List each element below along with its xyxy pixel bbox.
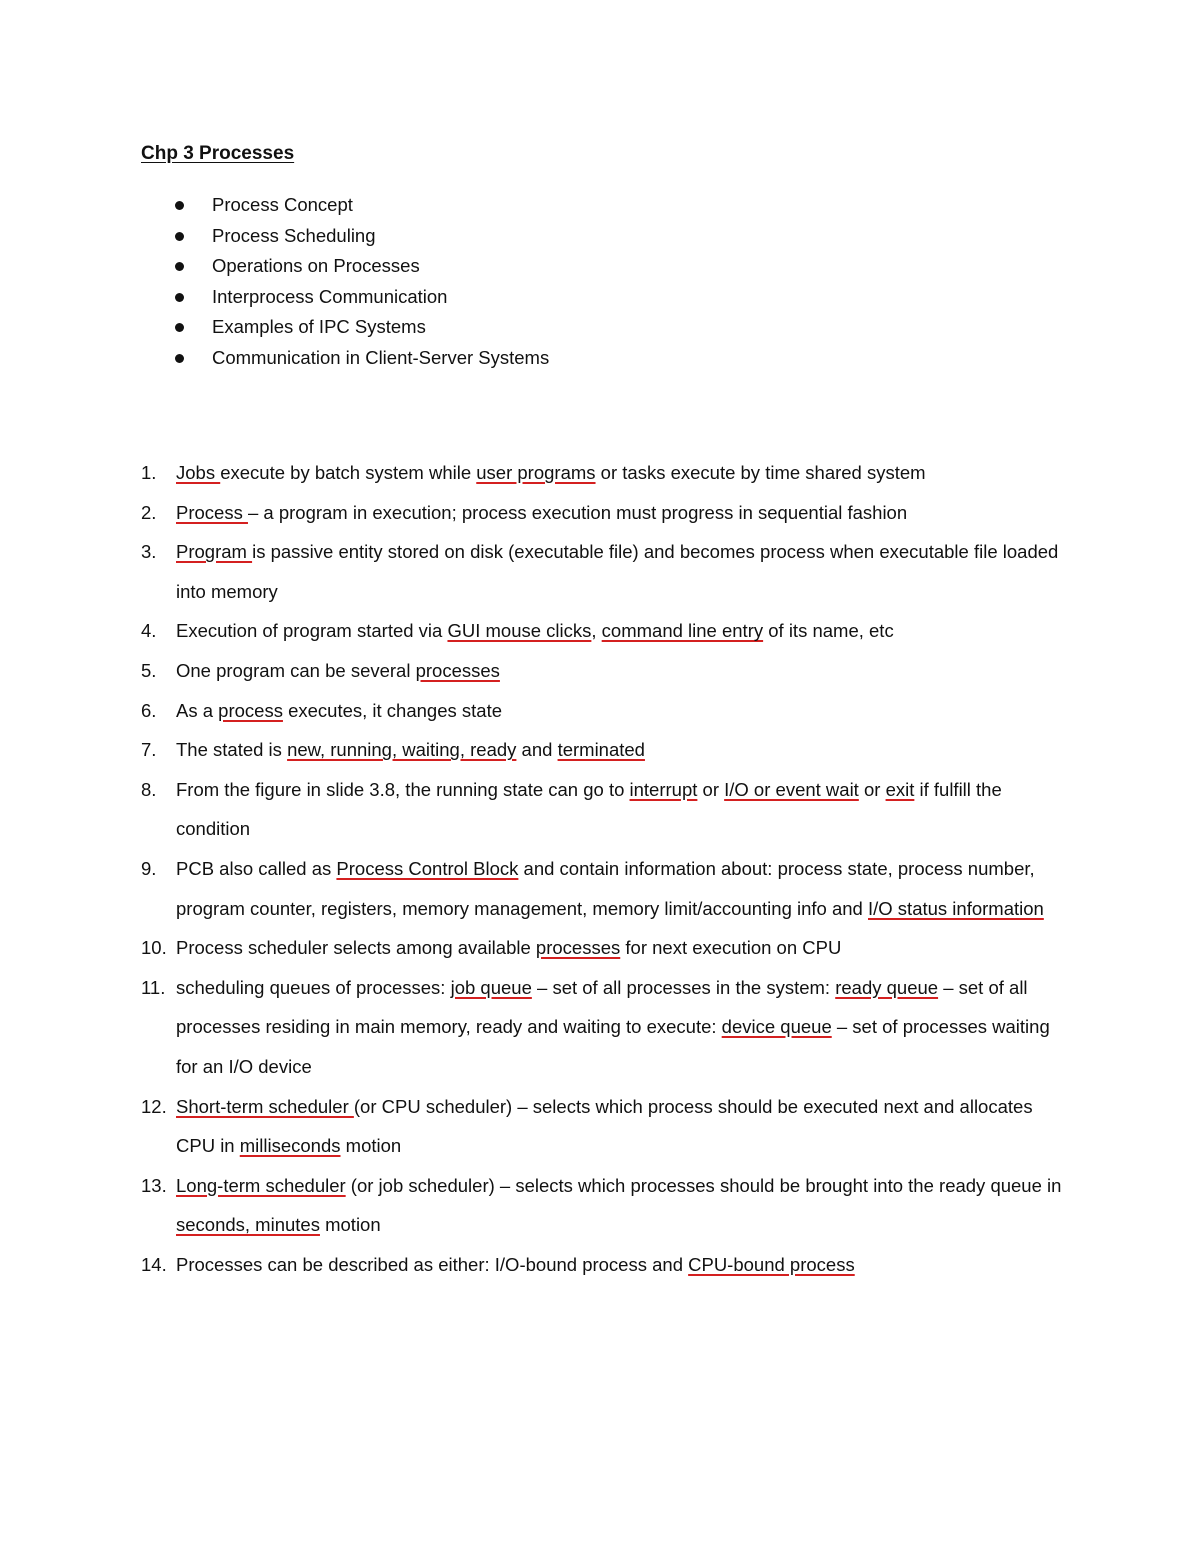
underlined-term: Long-term scheduler xyxy=(176,1174,346,1196)
underlined-term: device queue xyxy=(721,1016,832,1038)
underlined-term: Short-term scheduler xyxy=(176,1095,354,1117)
item-number: 12. xyxy=(141,1095,167,1117)
item-text: – set of all processes residing in main memory, ready and waiting to execute: xyxy=(176,976,1028,1038)
underlined-term: GUI mouse clicks xyxy=(447,620,592,642)
underlined-term: processes xyxy=(535,937,621,959)
numbered-item xyxy=(0,691,1076,731)
underlined-term: Process Control Block xyxy=(336,857,519,879)
item-text: (or CPU scheduler) – selects which process should be executed next and allocates CPU in xyxy=(176,1095,1033,1157)
bullet-dot-icon xyxy=(175,232,184,241)
bullet-item xyxy=(0,346,549,377)
bullet-text: Communication in Client-Server Systems xyxy=(212,346,550,368)
numbered-item xyxy=(0,611,1076,651)
item-number: 8. xyxy=(141,778,157,800)
item-number: 1. xyxy=(141,462,157,483)
bullet-item xyxy=(0,193,549,224)
numbered-item xyxy=(0,849,1076,928)
item-text: – set of processes waiting for an I/O device xyxy=(176,1016,1050,1077)
underlined-term: Program xyxy=(176,541,253,563)
item-number: 10. xyxy=(141,937,167,959)
bullet-item xyxy=(0,224,549,255)
item-number: 5. xyxy=(141,659,157,681)
item-text: or xyxy=(858,778,886,800)
numbered-item xyxy=(0,453,1076,493)
numbered-item xyxy=(0,730,1076,770)
bullet-item xyxy=(0,254,549,285)
underlined-term: interrupt xyxy=(629,778,698,800)
item-text: and xyxy=(516,739,558,761)
underlined-term: ready queue xyxy=(835,976,939,998)
item-text: execute by batch system while xyxy=(220,462,477,483)
numbered-item xyxy=(0,651,1076,691)
item-text: From the figure in slide 3.8, the running state can go to xyxy=(176,778,630,800)
document-title: Chp 3 Processes xyxy=(141,143,295,164)
underlined-term: seconds, minutes xyxy=(176,1214,320,1236)
bullet-text: Interprocess Communication xyxy=(212,285,448,307)
underlined-term: Jobs xyxy=(176,462,221,483)
item-text: The stated is xyxy=(176,739,288,761)
item-text: for next execution on CPU xyxy=(620,937,842,959)
topic-bullet-list xyxy=(0,193,549,376)
item-text: motion xyxy=(319,1214,381,1236)
underlined-term: I/O status information xyxy=(868,897,1044,919)
bullet-dot-icon xyxy=(175,262,184,271)
bullet-text: Operations on Processes xyxy=(212,255,420,276)
underlined-term: Process xyxy=(176,501,248,523)
item-text: if fulfill the condition xyxy=(176,778,1002,840)
underlined-term: exit xyxy=(885,778,915,800)
item-text: scheduling queues of processes: xyxy=(176,976,451,998)
numbered-item xyxy=(0,770,1076,849)
underlined-term: I/O or event wait xyxy=(724,778,859,800)
numbered-item xyxy=(0,1087,1076,1166)
item-text: Execution of program started via xyxy=(176,620,448,642)
item-number: 4. xyxy=(141,620,157,642)
underlined-term: milliseconds xyxy=(239,1135,341,1157)
item-text: PCB also called as xyxy=(176,857,337,879)
item-text: As a xyxy=(176,699,219,721)
bullet-dot-icon xyxy=(175,201,184,210)
bullet-text: Process Scheduling xyxy=(212,224,376,246)
item-number: 7. xyxy=(141,739,157,761)
item-text: of its name, etc xyxy=(763,620,894,642)
item-text: – set of all processes in the system: xyxy=(531,976,836,998)
item-text: or tasks execute by time shared system xyxy=(595,462,926,483)
item-text: is passive entity stored on disk (executable file) and becomes process when executable file loaded into memory xyxy=(176,541,1059,602)
numbered-item xyxy=(0,1245,1076,1285)
item-number: 2. xyxy=(141,501,157,523)
item-text: Process scheduler selects among available xyxy=(176,937,536,959)
item-number: 3. xyxy=(141,541,157,563)
underlined-term: user programs xyxy=(476,462,596,483)
underlined-term: new, running, waiting, ready xyxy=(287,739,517,761)
bullet-dot-icon xyxy=(175,323,184,332)
item-text: and contain information about: process state, process number, program counter, registers, memory management, memory limit/accounting info and xyxy=(176,857,1035,919)
notes-numbered-list xyxy=(0,453,1076,1284)
underlined-term: terminated xyxy=(557,739,645,761)
item-text: One program can be several xyxy=(176,659,416,681)
item-number: 9. xyxy=(141,857,157,879)
numbered-item xyxy=(0,493,1076,533)
item-number: 14. xyxy=(141,1253,167,1275)
item-text: (or job scheduler) – selects which processes should be brought into the ready queue in xyxy=(345,1174,1062,1196)
bullet-dot-icon xyxy=(175,293,184,302)
item-text: – a program in execution; process execution must progress in sequential fashion xyxy=(247,501,908,523)
item-text: executes, it changes state xyxy=(282,699,502,721)
bullet-text: Examples of IPC Systems xyxy=(212,316,426,337)
underlined-term: process xyxy=(218,699,283,721)
bullet-dot-icon xyxy=(175,354,184,363)
underlined-term: CPU-bound process xyxy=(688,1253,855,1275)
numbered-item xyxy=(0,1166,1076,1245)
underlined-term: command line entry xyxy=(601,620,764,642)
bullet-item xyxy=(0,315,549,346)
item-number: 13. xyxy=(141,1174,167,1196)
underlined-term: processes xyxy=(415,659,500,681)
item-text: or xyxy=(697,778,725,800)
numbered-item xyxy=(0,968,1076,1087)
numbered-item xyxy=(0,928,1076,968)
bullet-text: Process Concept xyxy=(212,194,353,215)
numbered-item xyxy=(0,532,1076,611)
item-text: , xyxy=(591,620,602,642)
underlined-term: job queue xyxy=(450,976,532,998)
item-text: Processes can be described as either: I/O-bound process and xyxy=(176,1253,689,1275)
bullet-item xyxy=(0,285,549,316)
item-text: motion xyxy=(340,1135,402,1157)
item-number: 11. xyxy=(141,976,166,998)
item-number: 6. xyxy=(141,699,157,721)
